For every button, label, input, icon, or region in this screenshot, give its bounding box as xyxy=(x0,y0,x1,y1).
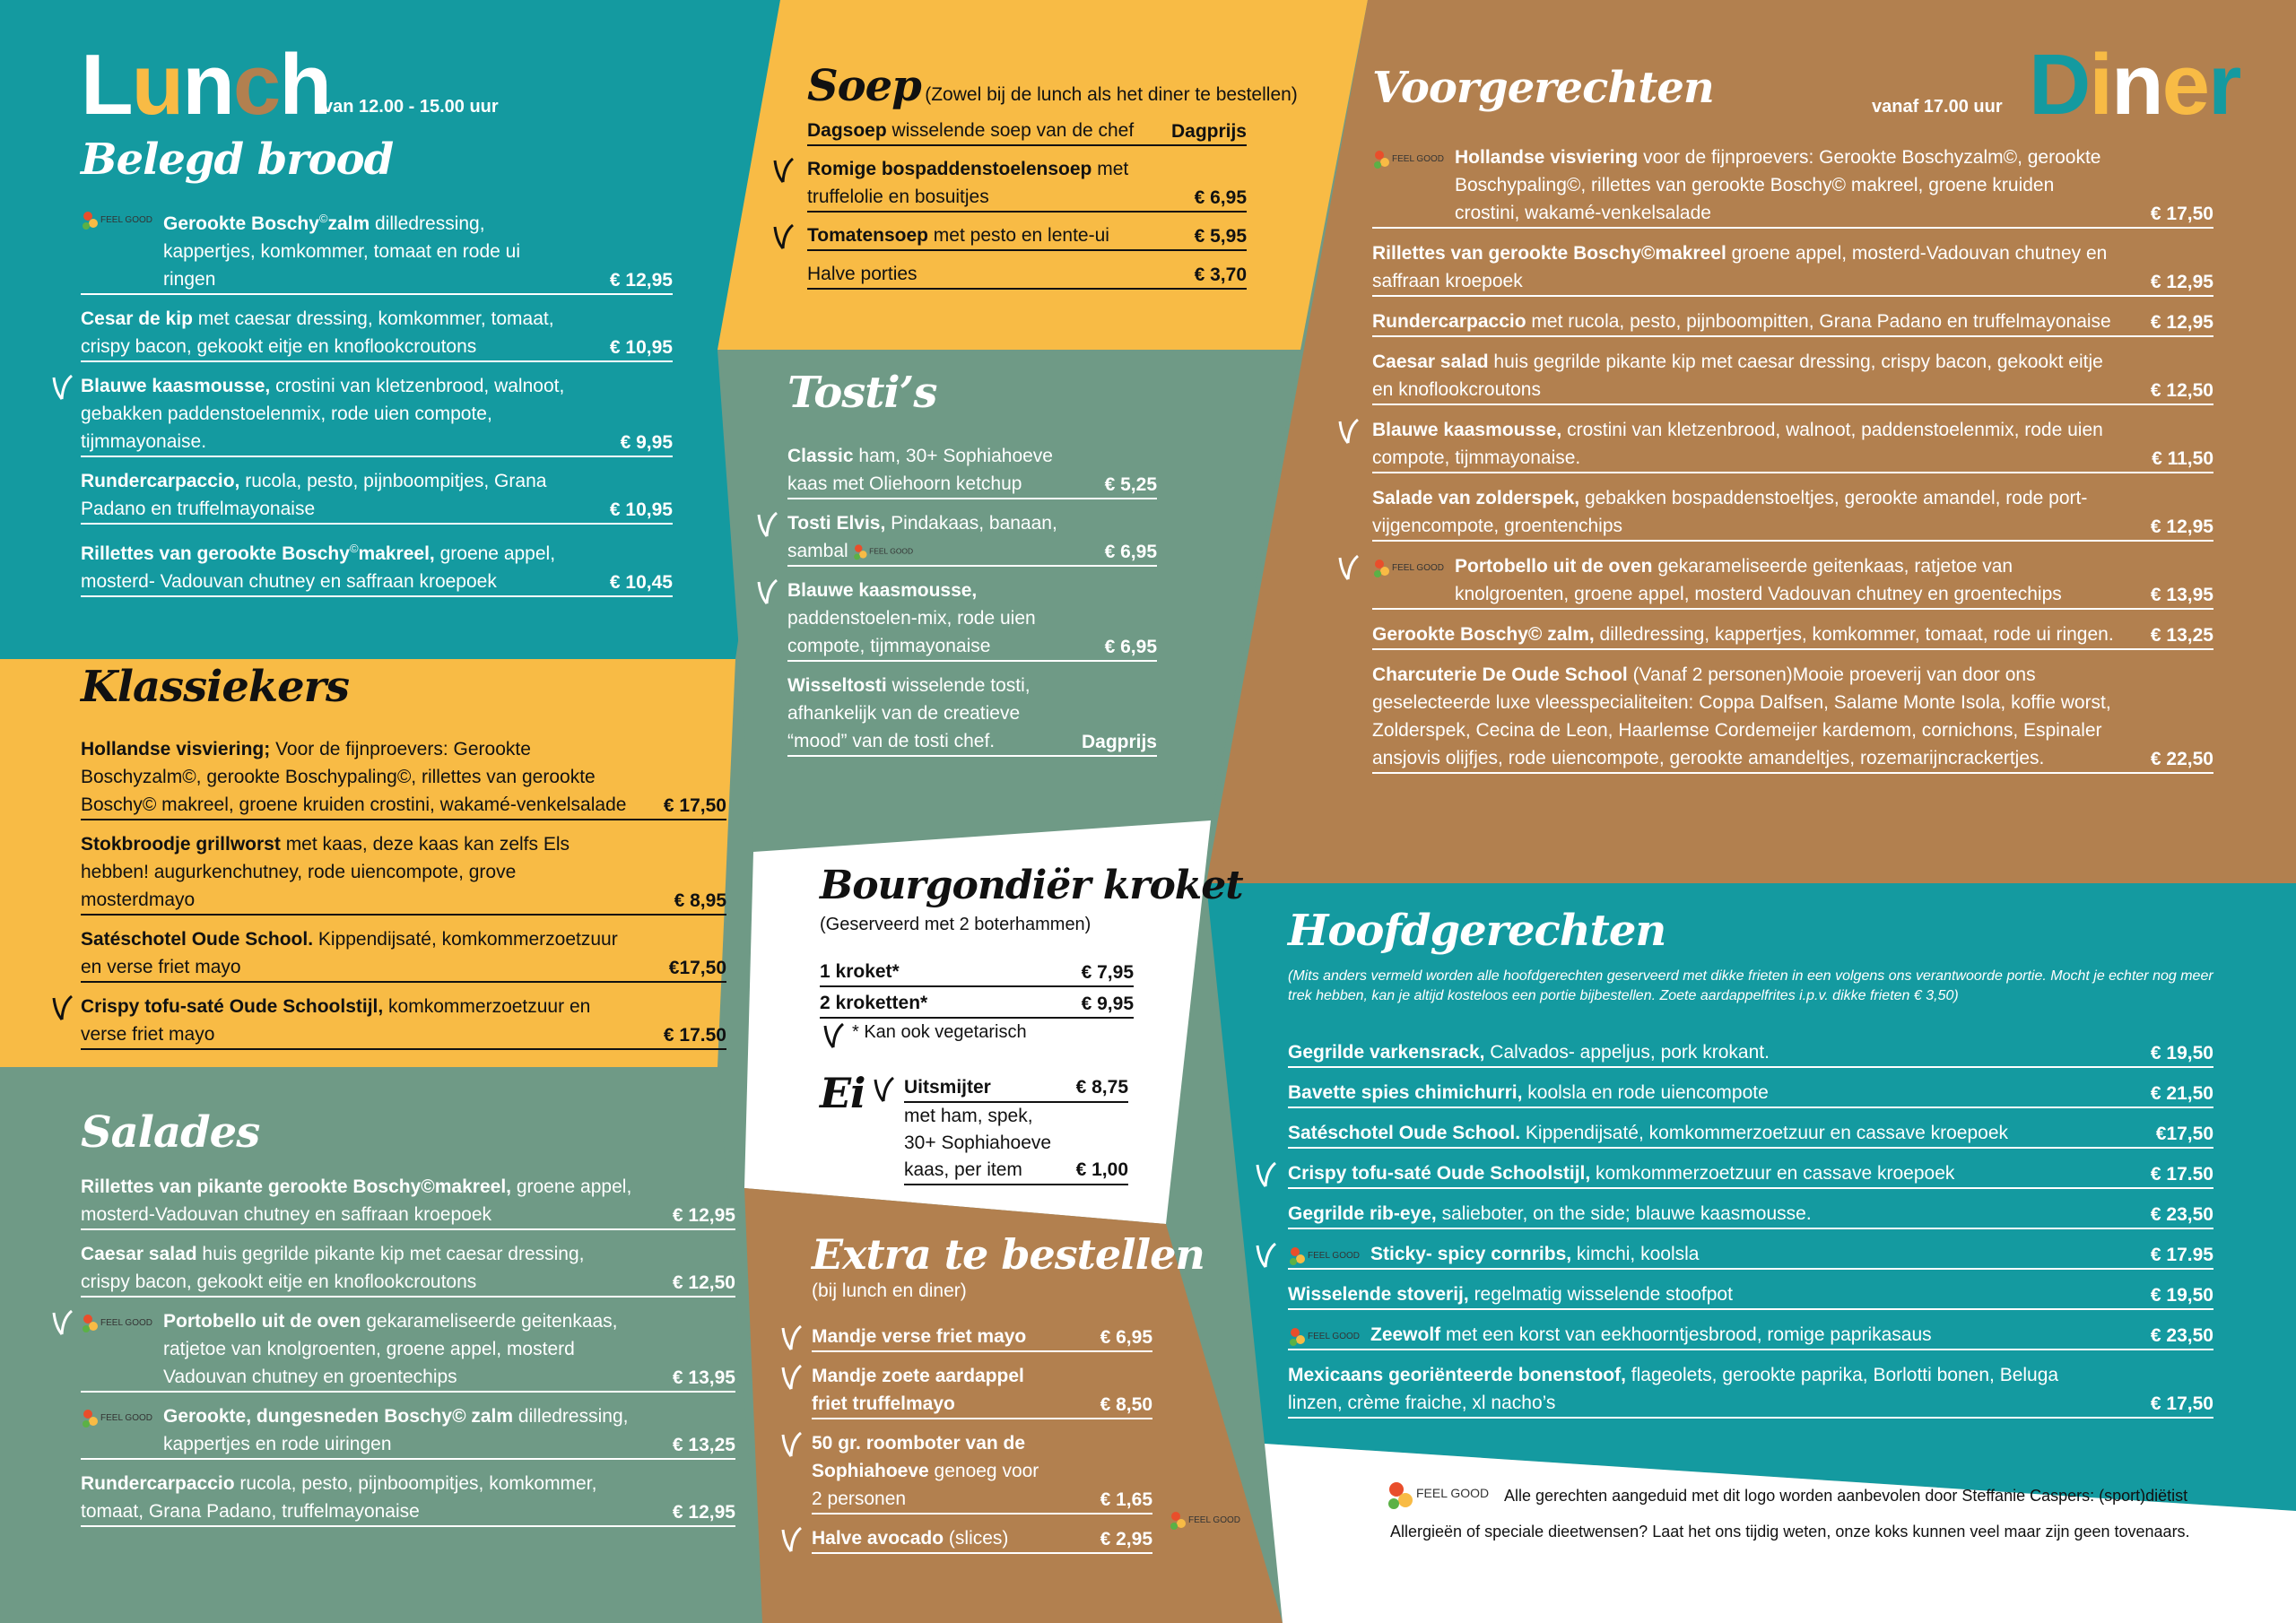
item-price: € 9,95 xyxy=(620,432,673,453)
item-desc: crostini van kletzenbrood, walnoot, gebakken paddenstoelenmix, rode uien compote, tijmmayonaise. xyxy=(81,376,565,452)
leaf-icon xyxy=(822,1022,845,1049)
item-desc: met een korst van eekhoorntjesbrood, romige paprikasaus xyxy=(1440,1324,1932,1345)
menu-item xyxy=(1372,621,2213,650)
item-price: € 17,50 xyxy=(2150,1393,2213,1414)
item-name: Rillettes van pikante gerookte Boschy©makreel, xyxy=(81,1176,511,1197)
item-price: € 12,50 xyxy=(2150,380,2213,401)
item-price: € 13,25 xyxy=(2150,625,2213,646)
item-name: 50 gr. roomboter van de Sophiahoeve xyxy=(812,1433,1026,1481)
menu-item xyxy=(820,958,1134,987)
menu-item xyxy=(807,221,1247,251)
item-desc: met rucola, pesto, pijnboompitten, Grana Padano en truffelmayonaise xyxy=(1526,311,2111,332)
item-price: € 12,95 xyxy=(2150,312,2213,333)
item-desc: ham, 30+ Sophiahoeve kaas met Oliehoorn ketchup xyxy=(787,446,1053,494)
item-desc: crostini van kletzenbrood, walnoot, paddenstoelenmix, rode uien compote, tijmmayonaise. xyxy=(1372,420,2103,468)
section-title-extra: Extra te bestellen xyxy=(812,1230,1205,1279)
leaf-icon xyxy=(779,1364,803,1391)
menu-item xyxy=(787,442,1157,499)
feel-good-logo xyxy=(1288,1324,1363,1348)
section-title-voorgerechten: Voorgerechten xyxy=(1372,63,1714,113)
menu-item xyxy=(1372,484,2213,542)
uitsmijter-extra-price: € 1,00 xyxy=(1075,1159,1128,1180)
item-price: €17,50 xyxy=(2155,1124,2213,1144)
item-price: € 17.50 xyxy=(663,1025,726,1046)
item-desc: huis gegrilde pikante kip met caesar dressing, crispy bacon, gekookt eitje en knoflookcroutons xyxy=(1372,352,2103,400)
item-price: € 19,50 xyxy=(2150,1043,2213,1063)
svg-text:FEEL GOOD: FEEL GOOD xyxy=(868,546,913,556)
menu-item xyxy=(81,534,673,597)
menu-item xyxy=(81,1470,735,1527)
item-price: € 12,95 xyxy=(672,1205,735,1226)
item-price: € 12,95 xyxy=(609,270,673,291)
menu-item xyxy=(807,117,1247,146)
svg-text:FEEL GOOD: FEEL GOOD xyxy=(100,215,152,225)
soep-subtitle: (Zowel bij de lunch als het diner te bestellen) xyxy=(925,84,1298,105)
item-desc: Calvados- appeljus, pork krokant. xyxy=(1484,1042,1770,1063)
item-name: Bavette spies chimichurri, xyxy=(1288,1082,1523,1103)
kroket-veg-note xyxy=(820,1022,1027,1043)
menu-item xyxy=(81,993,726,1050)
feel-good-logo xyxy=(1372,556,1448,579)
item-name: Satéschotel Oude School. xyxy=(81,929,314,950)
veg-note-text: * Kan ook vegetarisch xyxy=(852,1022,1027,1042)
item-desc: met kaas, deze kaas kan zelfs Els hebben! augurkenchutney, rode uiencompote, grove mosterdmayo xyxy=(81,834,570,910)
item-desc: dilledressing, kappertjes, komkommer, tomaat, rode ui ringen. xyxy=(1594,624,2114,645)
leaf-icon xyxy=(50,994,74,1021)
svg-text:FEEL GOOD: FEEL GOOD xyxy=(100,1413,152,1423)
menu-item xyxy=(81,1402,735,1460)
menu-item xyxy=(1372,661,2213,774)
leaf-icon xyxy=(1254,1161,1277,1188)
menu-item xyxy=(812,1429,1152,1515)
item-desc: regelmatig wisselende stoofpot xyxy=(1468,1284,1733,1305)
item-price: € 6,95 xyxy=(1194,187,1247,208)
klassiekers-list xyxy=(81,735,726,1060)
svg-text:FEEL GOOD: FEEL GOOD xyxy=(1392,154,1444,164)
item-name: Blauwe kaasmousse, xyxy=(787,580,978,601)
item-price: € 11,50 xyxy=(2152,448,2213,469)
item-price: € 10,95 xyxy=(609,499,673,520)
item-desc: dilledressing, kappertjes en rode uiringen xyxy=(163,1406,629,1454)
item-name: Gegrilde rib-eye, xyxy=(1288,1203,1437,1224)
item-name2: zalm xyxy=(327,213,370,234)
item-desc: kimchi, koolsla xyxy=(1571,1244,1700,1264)
item-price: € 19,50 xyxy=(2150,1285,2213,1306)
uitsmijter-price: € 8,75 xyxy=(1075,1077,1128,1098)
menu-item xyxy=(81,830,726,916)
extra-list xyxy=(812,1323,1152,1564)
section-title-klassiekers: Klassiekers xyxy=(81,662,349,712)
section-title-tosti: Tosti’s xyxy=(787,368,937,418)
item-name: Dagsoep xyxy=(807,120,887,141)
item-name: Tomatensoep xyxy=(807,225,928,246)
lunch-hours: van 12.00 - 15.00 uur xyxy=(323,97,499,117)
menu-item xyxy=(1288,1321,2213,1350)
item-price: € 13,95 xyxy=(672,1367,735,1388)
leaf-icon xyxy=(872,1076,895,1103)
tosti-list xyxy=(787,442,1157,767)
feel-good-logo xyxy=(81,1311,156,1334)
menu-item xyxy=(812,1323,1152,1352)
item-price: € 12,95 xyxy=(2150,272,2213,292)
item-name: Gegrilde varkensrack, xyxy=(1288,1042,1485,1063)
item-price: € 5,95 xyxy=(1194,226,1247,247)
item-price: € 12,95 xyxy=(672,1502,735,1523)
item-name: Blauwe kaasmousse, xyxy=(1372,420,1562,440)
lunch-title: Lunch xyxy=(81,37,330,133)
feel-good-logo xyxy=(1288,1244,1363,1267)
item-desc: koolsla en rode uiencompote xyxy=(1522,1082,1769,1103)
item-price: € 10,45 xyxy=(609,572,673,593)
feel-good-logo xyxy=(1386,1478,1493,1514)
item-name: Crispy tofu-saté Oude Schoolstijl, xyxy=(81,996,384,1017)
item-price: € 1,65 xyxy=(1100,1489,1152,1510)
item-name: Zeewolf xyxy=(1370,1324,1441,1345)
item-price: € 13,95 xyxy=(2150,585,2213,605)
item-desc: rucola, pesto, pijnboompitjes, komkommer, tomaat, Grana Padano, truffelmayonaise xyxy=(81,1473,597,1522)
item-price: € 12,95 xyxy=(2150,516,2213,537)
item-price: € 12,50 xyxy=(672,1272,735,1293)
item-price: €17,50 xyxy=(668,958,726,978)
hoofd-note: (Mits anders vermeld worden alle hoofdgerechten geserveerd met dikke frieten in een volgens ons verantwoorde portie. Mocht je echter nog meer trek hebben, kan je altijd kosteloos een portie bijbestellen. Zoete aardappelfrites i.p.v. dikke frieten € 3,50) xyxy=(1288,968,2213,1003)
menu-item xyxy=(812,1524,1152,1554)
item-price: € 2,95 xyxy=(1100,1529,1152,1549)
leaf-icon xyxy=(779,1324,803,1351)
diner-title: Diner xyxy=(2029,37,2240,133)
item-name: Salade van zolderspek, xyxy=(1372,488,1580,508)
item-desc: Voor de fijnproevers: Gerookte Boschyzalm©, gerookte Boschypaling©, rillettes van gerookte Boschy© makreel, groene kruiden crostini, wakamé-venkelsalade xyxy=(81,739,627,815)
feel-good-logo xyxy=(1169,1508,1240,1532)
hoofd-list xyxy=(1288,1038,2213,1429)
item-price: € 23,50 xyxy=(2150,1325,2213,1346)
item-desc: wisselende soep van de chef xyxy=(886,120,1135,141)
menu-item xyxy=(1288,1361,2213,1419)
item-desc: huis gegrilde pikante kip met caesar dressing, crispy bacon, gekookt eitje en knoflookcroutons xyxy=(81,1244,585,1292)
item-name: Romige bospaddenstoelensoep xyxy=(807,159,1092,179)
menu-item xyxy=(1288,1280,2213,1310)
item-sup: © xyxy=(349,542,359,555)
uitsmijter-block xyxy=(904,1074,1128,1185)
svg-text:FEEL GOOD: FEEL GOOD xyxy=(1308,1251,1360,1261)
item-price: € 3,70 xyxy=(1194,265,1247,285)
item-name: Mexicaans georiënteerde bonenstoof, xyxy=(1288,1365,1626,1385)
menu-item xyxy=(1288,1240,2213,1270)
menu-item xyxy=(81,925,726,983)
svg-text:FEEL GOOD: FEEL GOOD xyxy=(1392,563,1444,573)
item-desc: groene appel, mosterd-Vadouvan chutney en saffraan kroepoek xyxy=(81,1176,632,1225)
extra-subtitle: (bij lunch en diner) xyxy=(812,1280,967,1301)
item-desc: met pesto en lente-ui xyxy=(927,225,1109,246)
item-name: Crispy tofu-saté Oude Schoolstijl, xyxy=(1288,1163,1591,1184)
item-price: € 6,95 xyxy=(1100,1327,1152,1348)
item-desc: komkommerzoetzuur en verse friet mayo xyxy=(81,996,591,1045)
menu-item xyxy=(1372,239,2213,297)
uitsmijter-name: Uitsmijter xyxy=(904,1077,991,1098)
item-desc: genoeg voor 2 personen xyxy=(812,1461,1039,1509)
item-name: Rundercarpaccio, xyxy=(81,471,240,491)
menu-item xyxy=(81,1173,735,1230)
leaf-icon xyxy=(1336,418,1360,445)
menu-item xyxy=(807,155,1247,213)
item-price: € 22,50 xyxy=(2150,749,2213,769)
leaf-icon xyxy=(779,1526,803,1553)
item-price: Dagprijs xyxy=(1081,732,1157,752)
diner-hours: vanaf 17.00 uur xyxy=(1872,97,2003,117)
item-name: Cesar de kip xyxy=(81,308,193,329)
item-desc: Pindakaas, banaan, sambal xyxy=(787,513,1057,561)
item-name: Tosti Elvis, xyxy=(787,513,886,534)
item-price: € 6,95 xyxy=(1104,542,1157,562)
leaf-icon xyxy=(1336,554,1360,581)
uitsmijter-desc: met ham, spek, 30+ Sophiahoeve kaas, per item xyxy=(904,1106,1052,1180)
feel-good-logo xyxy=(1372,147,1448,170)
item-price: € 21,50 xyxy=(2150,1083,2213,1104)
item-price: € 10,95 xyxy=(609,337,673,358)
menu-item xyxy=(1372,416,2213,473)
item-name: Hollandse visviering; xyxy=(81,739,271,759)
item-name: Gerookte Boschy xyxy=(163,213,319,234)
footer-logo-note: Alle gerechten aangeduid met dit logo worden aanbevolen door Steffanie Caspers: (sport)diëtist xyxy=(1504,1487,2188,1505)
item-name: Rundercarpaccio xyxy=(1372,311,1526,332)
footer-allergy: Allergieën of speciale dieetwensen? Laat het ons tijdig weten, onze koks kunnen veel maar zijn geen tovenaars. xyxy=(1390,1523,2190,1541)
item-name: Sticky- spicy cornribs, xyxy=(1370,1244,1572,1264)
salades-list xyxy=(81,1173,735,1537)
item-name: Rillettes van gerookte Boschy©makreel xyxy=(1372,243,1726,264)
item-name: Caesar salad xyxy=(1372,352,1489,372)
item-desc: komkommerzoetzuur en cassave kroepoek xyxy=(1590,1163,1955,1184)
leaf-icon xyxy=(50,374,74,401)
feel-good-logo xyxy=(81,208,156,231)
menu-item xyxy=(81,372,673,457)
menu-item xyxy=(1372,308,2213,337)
leaf-icon xyxy=(755,578,778,605)
menu-item xyxy=(820,989,1134,1019)
section-title-hoofd: Hoofdgerechten xyxy=(1288,906,1666,956)
item-name: Charcuterie De Oude School xyxy=(1372,664,1628,685)
item-price: € 9,95 xyxy=(1081,994,1134,1014)
item-desc: Halve porties xyxy=(807,264,918,284)
menu-item xyxy=(807,260,1247,290)
item-name: Wisselende stoverij, xyxy=(1288,1284,1469,1305)
item-name: Gerookte Boschy© zalm, xyxy=(1372,624,1595,645)
kroket-subtitle: (Geserveerd met 2 boterhammen) xyxy=(820,915,1091,934)
item-price: € 5,25 xyxy=(1104,474,1157,495)
item-price: Dagprijs xyxy=(1170,121,1247,142)
soep-heading xyxy=(807,61,1298,111)
item-desc: Kippendijsaté, komkommerzoetzuur en cassave kroepoek xyxy=(1520,1123,2009,1143)
menu-item xyxy=(812,1362,1152,1419)
item-name: Blauwe kaasmousse, xyxy=(81,376,271,396)
item-price: € 17.95 xyxy=(2150,1245,2213,1265)
item-desc: gekarameliseerde geitenkaas, ratjetoe van knolgroenten, groene appel, mosterd Vadouvan chutney en groentechips xyxy=(1455,556,2062,604)
item-desc: gebakken bospaddenstoeltjes, gerookte amandel, rode port- vijgencompote, groentenchips xyxy=(1372,488,2088,536)
ei-title: Ei xyxy=(820,1069,865,1117)
svg-text:FEEL GOOD: FEEL GOOD xyxy=(1188,1515,1240,1525)
menu-item xyxy=(1288,1200,2213,1229)
feel-good-logo xyxy=(81,1406,156,1429)
item-desc: rucola, pesto, pijnboompitjes, Grana Padano en truffelmayonaise xyxy=(81,471,547,519)
section-title-salades: Salades xyxy=(81,1107,260,1158)
item-name: Rundercarpaccio xyxy=(81,1473,235,1494)
item-desc: flageolets, gerookte paprika, Borlotti bonen, Beluga linzen, crème fraiche, xl nacho’s xyxy=(1288,1365,2059,1413)
item-name: Wisseltosti xyxy=(787,675,887,696)
item-name: Portobello uit de oven xyxy=(1455,556,1653,577)
item-price: € 23,50 xyxy=(2150,1204,2213,1225)
item-desc: wisselende tosti, afhankelijk van de creatieve “mood” van de tosti chef. xyxy=(787,675,1031,751)
menu-item xyxy=(81,735,726,820)
kroket-list xyxy=(820,958,1134,1020)
item-desc: (Vanaf 2 personen)Mooie proeverij van door ons geselecteerde luxe vleesspecialiteiten: Coppa Dalfsen, Salame Monte Isola, koffie worst, Zolderspek, Cecina de Leon, Haarlemse Cordemeijer kardemom, cornichons, Espinaler ansjovis olijfjes, rode uiencompote, gerookte amandeltjes, rozemarijncrackertjes. xyxy=(1372,664,2111,768)
menu-item xyxy=(787,577,1157,662)
menu-item xyxy=(1372,348,2213,405)
item-price: € 17,50 xyxy=(663,795,726,816)
menu-item xyxy=(81,1307,735,1393)
section-title-soep: Soep xyxy=(807,61,921,111)
leaf-icon xyxy=(771,157,795,184)
item-name: Classic xyxy=(787,446,854,466)
menu-item xyxy=(81,204,673,295)
item-desc: Kippendijsaté, komkommerzoetzuur en verse friet mayo xyxy=(81,929,618,977)
item-price: € 17,50 xyxy=(2150,204,2213,224)
menu-item xyxy=(1288,1038,2213,1068)
soep-list xyxy=(807,117,1247,299)
item-desc: (slices) xyxy=(944,1528,1009,1549)
item-price: € 17.50 xyxy=(2150,1164,2213,1185)
item-name: Rillettes van gerookte Boschy xyxy=(81,543,350,564)
item-name: Portobello uit de oven xyxy=(163,1311,361,1332)
item-desc: dilledressing, kappertjes, komkommer, tomaat en rode ui ringen xyxy=(163,213,521,290)
menu-item xyxy=(1372,143,2213,229)
section-title-kroket: Bourgondiër kroket xyxy=(820,863,1243,908)
item-name: 1 kroket* xyxy=(820,961,900,982)
item-desc: voor de fijnproevers: Gerookte Boschyzalm©, gerookte Boschypaling©, rillettes van gerookte Boschy© makreel, groene kruiden crostini, wakamé-venkelsalade xyxy=(1455,147,2101,223)
item-name: Stokbroodje grillworst xyxy=(81,834,281,855)
item-name: Halve avocado xyxy=(812,1528,944,1549)
item-name: Hollandse visviering xyxy=(1455,147,1639,168)
item-price: € 8,50 xyxy=(1100,1394,1152,1415)
item-name: Caesar salad xyxy=(81,1244,197,1264)
item-price: € 8,95 xyxy=(674,890,726,911)
item-desc: met truffelolie en bosuitjes xyxy=(807,159,1129,207)
item-name: 2 kroketten* xyxy=(820,993,928,1013)
item-price: € 7,95 xyxy=(1081,962,1134,983)
svg-text:FEEL GOOD: FEEL GOOD xyxy=(100,1318,152,1328)
leaf-icon xyxy=(779,1431,803,1458)
item-name: Satéschotel Oude School. xyxy=(1288,1123,1521,1143)
svg-text:FEEL GOOD: FEEL GOOD xyxy=(1416,1486,1490,1500)
menu-item xyxy=(787,672,1157,757)
leaf-icon xyxy=(771,223,795,250)
feel-good-logo xyxy=(848,542,920,561)
menu-item xyxy=(1288,1079,2213,1108)
item-price: € 13,25 xyxy=(672,1435,735,1455)
menu-item xyxy=(81,305,673,362)
menu-item xyxy=(1288,1119,2213,1149)
section-title-belegd: Belegd brood xyxy=(81,135,394,185)
item-desc: gekarameliseerde geitenkaas, ratjetoe van knolgroenten, groene appel, mosterd Vadouvan chutney en groentechips xyxy=(163,1311,618,1387)
menu-item xyxy=(1372,552,2213,610)
item-sup: © xyxy=(318,212,328,225)
menu-item xyxy=(81,467,673,525)
leaf-icon xyxy=(50,1309,74,1336)
belegd-list xyxy=(81,204,673,607)
leaf-icon xyxy=(1254,1242,1277,1269)
svg-text:FEEL GOOD: FEEL GOOD xyxy=(1308,1332,1360,1341)
item-price: € 6,95 xyxy=(1104,637,1157,657)
item-name: Mandje verse friet mayo xyxy=(812,1326,1027,1347)
menu-item xyxy=(81,1240,735,1298)
voorgerechten-list xyxy=(1372,143,2213,785)
item-desc: groene appel, mosterd- Vadouvan chutney en saffraan kroepoek xyxy=(81,543,556,592)
item-name2: makreel, xyxy=(358,543,435,564)
item-name: Mandje zoete aardappel friet truffelmayo xyxy=(812,1366,1024,1414)
item-name: Gerookte, dungesneden Boschy© zalm xyxy=(163,1406,514,1427)
item-desc: groene appel, mosterd-Vadouvan chutney en saffraan kroepoek xyxy=(1372,243,2108,291)
item-desc: salieboter, on the side; blauwe kaasmousse. xyxy=(1436,1203,1812,1224)
item-desc: met caesar dressing, komkommer, tomaat, crispy bacon, gekookt eitje en knoflookcroutons xyxy=(81,308,554,357)
leaf-icon xyxy=(755,511,778,538)
menu-item xyxy=(787,509,1157,567)
item-desc: paddenstoelen-mix, rode uien compote, tijmmayonaise xyxy=(787,608,1036,656)
menu-item xyxy=(1288,1159,2213,1189)
